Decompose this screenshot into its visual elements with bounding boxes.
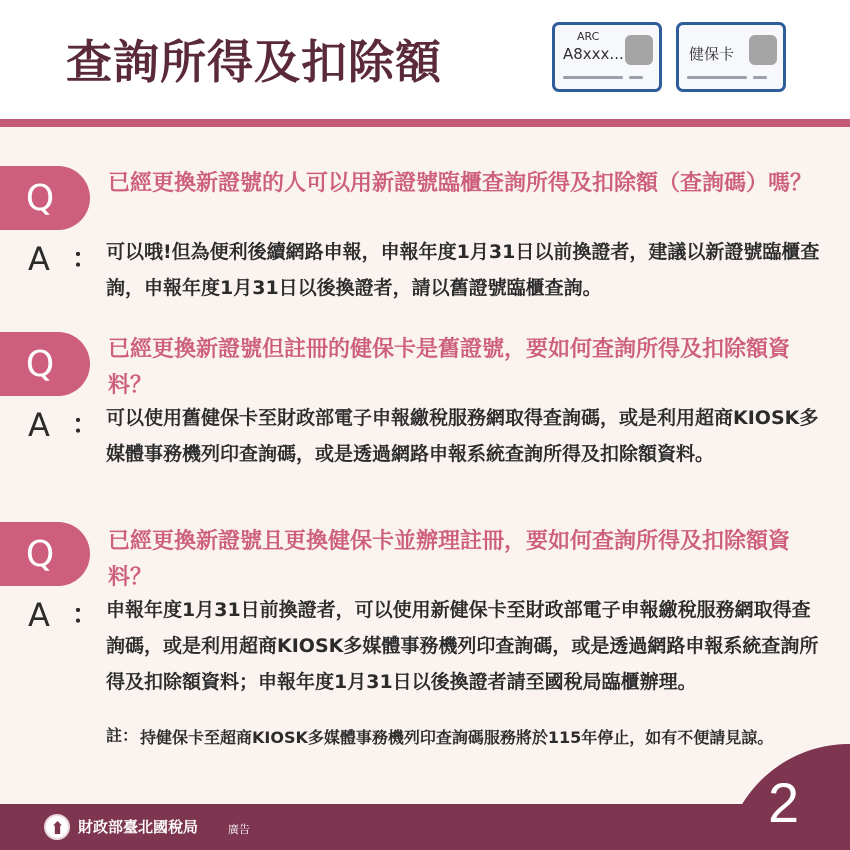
nhi-card-label: 健保卡 [689, 45, 735, 63]
card-stripe [687, 76, 747, 79]
answer-colon: ： [72, 410, 99, 440]
nhi-card-illustration [676, 22, 786, 92]
arc-card-label: ARC [577, 30, 600, 43]
answer-text: 可以哦!但為便利後續網路申報，申報年度1月31日以前換證者，建議以新證號臨櫃查詢，申報年度1月31日以後換證者，請以舊證號臨櫃查詢。 [106, 241, 820, 299]
card-stripe [629, 76, 643, 79]
page-number: 2 [768, 771, 800, 834]
answer-label: A [28, 240, 50, 278]
note-label: 註： [106, 726, 139, 745]
answer-text: 可以使用舊健保卡至財政部電子申報繳稅服務網取得查詢碼，或是利用超商KIOSK多媒體事務機列印查詢碼，或是透過網路申報系統查詢所得及扣除額資料。 [106, 407, 819, 465]
question-badge: Q [0, 522, 90, 586]
question-text: 已經更換新證號的人可以用新證號臨櫃查詢所得及扣除額（查詢碼）嗎？ [108, 171, 813, 196]
page-title: 查詢所得及扣除額 [66, 35, 442, 89]
card-photo-icon [625, 35, 653, 65]
question-text: 已經更換新證號且更換健保卡並辦理註冊，要如何查詢所得及扣除額資料？ [108, 529, 791, 590]
tax-bureau-logo-icon [44, 814, 70, 840]
footer-ad-label: 廣告 [228, 823, 250, 836]
answer-colon: ： [72, 600, 99, 630]
note-text: 持健保卡至超商KIOSK多媒體事務機列印查詢碼服務將於115年停止，如有不便請見諒。 [140, 728, 774, 747]
answer-colon: ： [72, 244, 99, 274]
arc-card-number: A8xxx... [563, 45, 624, 63]
header-divider [0, 119, 850, 127]
answer-text: 申報年度1月31日前換證者，可以使用新健保卡至財政部電子申報繳稅服務網取得查詢碼，或是利用超商KIOSK多媒體事務機列印查詢碼，或是透過網路申報系統查詢所得及扣除額資料；申報年度1月31日以後換證者請至國稅局臨櫃辦理。 [106, 599, 819, 693]
arc-card-illustration [552, 22, 662, 92]
card-stripe [753, 76, 767, 79]
card-photo-icon [749, 35, 777, 65]
answer-label: A [28, 596, 50, 634]
question-text: 已經更換新證號但註冊的健保卡是舊證號，要如何查詢所得及扣除額資料？ [108, 337, 791, 398]
card-stripe [563, 76, 623, 79]
footer-organization: 財政部臺北國稅局 [78, 818, 199, 836]
answer-label: A [28, 406, 50, 444]
question-badge: Q [0, 332, 90, 396]
question-badge: Q [0, 166, 90, 230]
